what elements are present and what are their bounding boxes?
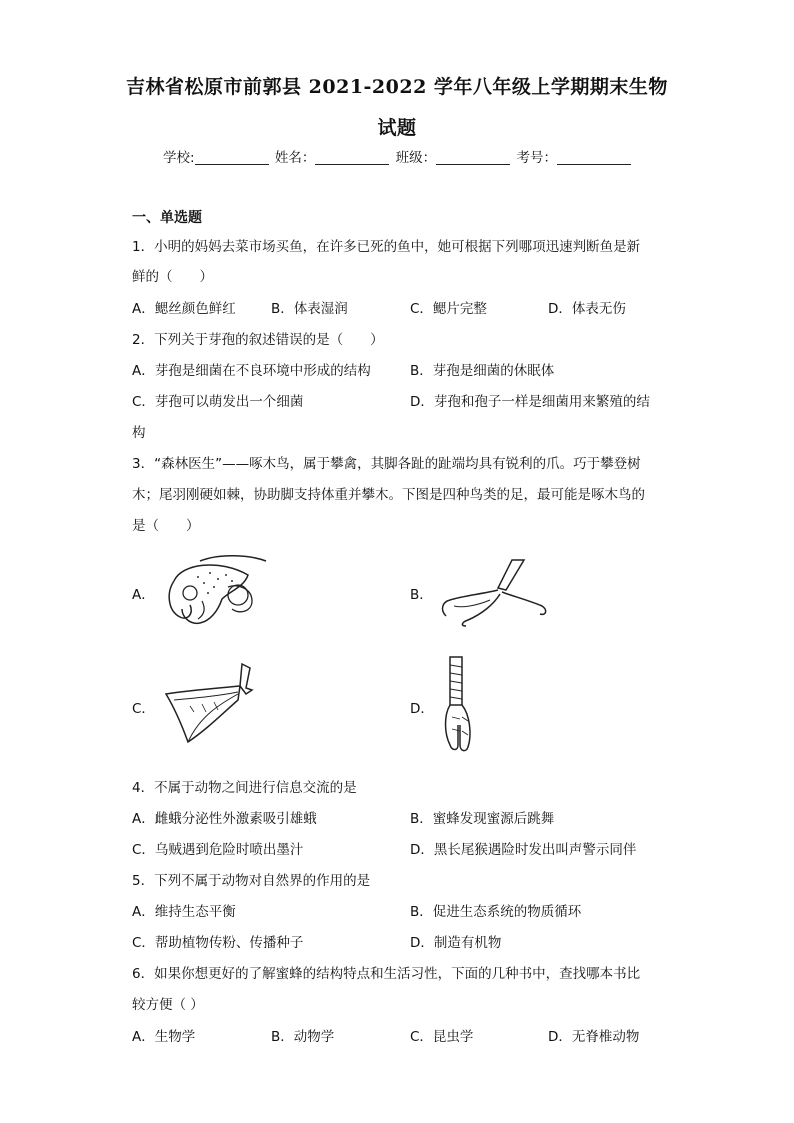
q2-stem: 2．下列关于芽孢的叙述错误的是（ ） <box>132 332 384 348</box>
school-blank[interactable] <box>195 150 269 165</box>
q3-option-d-label[interactable]: D． <box>410 701 434 717</box>
q3-option-c-label[interactable]: C． <box>132 701 155 717</box>
perching-foot-image[interactable] <box>432 556 552 628</box>
q6-option-c[interactable]: C．昆虫学 <box>410 1029 474 1045</box>
q1-option-b[interactable]: B．体表湿润 <box>271 301 348 317</box>
q1-option-d[interactable]: D．体表无伤 <box>548 301 626 317</box>
grasping-foot-image[interactable] <box>160 553 270 631</box>
q3-stem-line3: 是（ ） <box>132 518 200 534</box>
name-label: 姓名： <box>274 150 316 166</box>
q6-option-a[interactable]: A．生物学 <box>132 1029 196 1045</box>
q4-option-a[interactable]: A．雌蛾分泌性外激素吸引雄蛾 <box>132 811 317 827</box>
page-title-line1: 吉林省松原市前郭县 2021-2022 学年八年级上学期期末生物 <box>126 76 668 98</box>
q4-stem: 4．不属于动物之间进行信息交流的是 <box>132 780 357 796</box>
climbing-foot-image[interactable] <box>438 655 478 755</box>
q5-option-c[interactable]: C．帮助植物传粉、传播种子 <box>132 935 304 951</box>
q2-option-c[interactable]: C．芽孢可以萌发出一个细菌 <box>132 394 304 410</box>
q1-option-c[interactable]: C．鳃片完整 <box>410 301 487 317</box>
q3-option-a-label[interactable]: A． <box>132 587 155 603</box>
q6-option-d[interactable]: D．无脊椎动物 <box>548 1029 640 1045</box>
q4-option-b[interactable]: B．蜜蜂发现蜜源后跳舞 <box>410 811 555 827</box>
q2-option-d-wrap: 构 <box>132 425 146 441</box>
q5-option-d[interactable]: D．制造有机物 <box>410 935 502 951</box>
exam-number-blank[interactable] <box>557 150 631 165</box>
q5-option-a[interactable]: A．维持生态平衡 <box>132 904 236 920</box>
q3-option-b-label[interactable]: B． <box>410 587 433 603</box>
q5-option-b[interactable]: B．促进生态系统的物质循环 <box>410 904 582 920</box>
webbed-foot-image[interactable] <box>160 660 260 746</box>
q1-stem-line1: 1．小明的妈妈去菜市场买鱼，在许多已死的鱼中，她可根据下列哪项迅速判断鱼是新 <box>132 239 641 255</box>
q6-option-b[interactable]: B．动物学 <box>271 1029 335 1045</box>
q4-option-d[interactable]: D．黑长尾猴遇险时发出叫声警示同伴 <box>410 842 637 858</box>
q3-stem-line1: 3．“森林医生”——啄木鸟，属于攀禽，其脚各趾的趾端均具有锐利的爪。巧于攀登树 <box>132 456 641 472</box>
class-label: 班级： <box>395 150 437 166</box>
q2-option-b[interactable]: B．芽孢是细菌的休眠体 <box>410 363 555 379</box>
class-blank[interactable] <box>436 150 510 165</box>
q5-stem: 5．下列不属于动物对自然界的作用的是 <box>132 873 371 889</box>
q1-option-a[interactable]: A．鳃丝颜色鲜红 <box>132 301 236 317</box>
name-blank[interactable] <box>315 150 389 165</box>
q4-option-c[interactable]: C．乌贼遇到危险时喷出墨汁 <box>132 842 304 858</box>
page-title-line2: 试题 <box>377 117 417 139</box>
q2-option-d[interactable]: D．芽孢和孢子一样是细菌用来繁殖的结 <box>410 394 650 410</box>
q1-stem-line2: 鲜的（ ） <box>132 269 213 285</box>
q6-stem-line2: 较方便（ ） <box>132 997 204 1013</box>
student-info-row <box>163 146 633 166</box>
exam-number-label: 考号： <box>516 150 557 166</box>
q2-option-a[interactable]: A．芽孢是细菌在不良环境中形成的结构 <box>132 363 371 379</box>
q3-stem-line2: 木；尾羽刚硬如棘，协助脚支持体重并攀木。下图是四种鸟类的足，最可能是啄木鸟的 <box>132 487 645 503</box>
school-label: 学校: <box>163 150 195 166</box>
q6-stem-line1: 6．如果你想更好的了解蜜蜂的结构特点和生活习性，下面的几种书中，查找哪本书比 <box>132 966 641 982</box>
section-title: 一、单选题 <box>132 210 202 226</box>
